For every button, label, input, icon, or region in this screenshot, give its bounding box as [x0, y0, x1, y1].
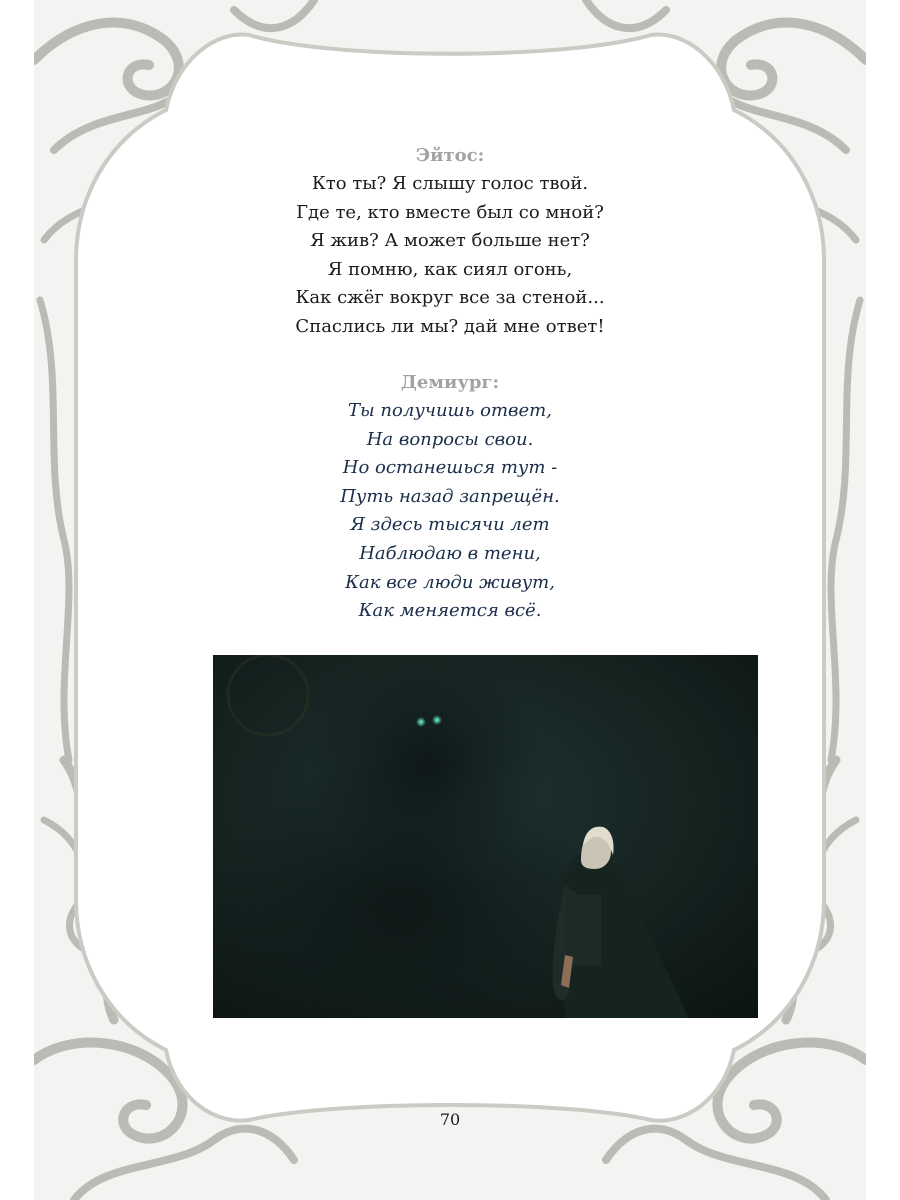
- verse-line: Ты получишь ответ,: [348, 400, 552, 421]
- speaker-demiurg: Демиург:: [400, 372, 500, 393]
- verse-line: Где те, кто вместе был со мной?: [296, 201, 604, 223]
- verse-line: Как все люди живут,: [345, 571, 555, 593]
- stanza-demiurg: [0, 397, 900, 626]
- verse-line: Как сжёг вокруг все за стеной...: [295, 287, 605, 309]
- verse-line: Наблюдаю в тени,: [359, 542, 541, 564]
- speaker-eitos: Эйтос:: [415, 145, 485, 166]
- verse-line: Спаслись ли мы? дай мне ответ!: [295, 315, 605, 337]
- verse-line: Как меняется всё.: [358, 600, 542, 622]
- dark-figure-illustration: [213, 655, 758, 1018]
- page-number: 70: [439, 1110, 461, 1129]
- verse-line: Я помню, как сиял огонь,: [327, 258, 573, 280]
- verse-line: Я здесь тысячи лет: [350, 514, 550, 536]
- verse-line: Я жив? А может больше нет?: [310, 230, 590, 252]
- verse-line: Но останешься тут -: [342, 457, 558, 479]
- verse-line: Путь назад запрещён.: [340, 485, 560, 507]
- stanza-eitos: [0, 170, 900, 342]
- verse-line: На вопросы свои.: [366, 428, 534, 450]
- verse-line: Кто ты? Я слышу голос твой.: [311, 173, 589, 194]
